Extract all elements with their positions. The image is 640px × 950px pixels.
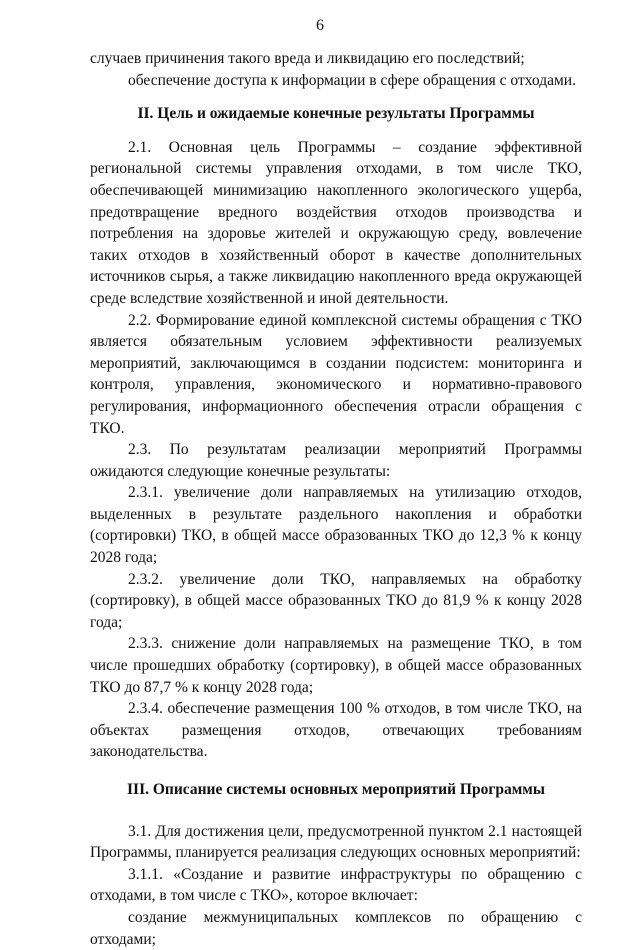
- section-heading-3: III. Описание системы основных мероприятий Программы: [127, 781, 545, 798]
- paragraph-2-3-1: 2.3.1. увеличение доли направляемых на утилизацию отходов, выделенных в результате раздельного накопления и обработки (сортировки) ТКО, в общей массе образованных ТКО до 12,3 % к концу 2028 года;: [90, 484, 582, 567]
- paragraph-2-2: 2.2. Формирование единой комплексной системы обращения с ТКО является обязательным условием эффективности реализуемых мероприятий, заключающимся в создании подсистем: мониторинга и контроля, управления, экономического и нормативно-правового регулирования, информационного обеспечения отрасли обращения с ТКО.: [90, 311, 582, 437]
- paragraph-information-access: обеспечение доступа к информации в сфере обращения с отходами.: [128, 71, 576, 89]
- paragraph-2-3-2: 2.3.2. увеличение доли ТКО, направляемых на обработку (сортировку), в общей массе образованных ТКО до 81,9 % к концу 2028 года;: [90, 570, 582, 631]
- paragraph-last: создание межмуниципальных комплексов по обращению с отходами;: [90, 908, 582, 948]
- paragraph-3-1: 3.1. Для достижения цели, предусмотренной пунктом 2.1 настоящей Программы, планируется реализация следующих основных мероприятий:: [90, 822, 582, 862]
- page-number: 6: [316, 17, 324, 34]
- paragraph-continuation: случаев причинения такого вреда и ликвидацию его последствий;: [90, 50, 525, 67]
- paragraph-2-3-4: 2.3.4. обеспечение размещения 100 % отходов, в том числе ТКО, на объектах размещения отходов, отвечающих требованиям законодательства.: [90, 700, 582, 761]
- paragraph-2-1: 2.1. Основная цель Программы – создание эффективной региональной системы управления отходами, в том числе ТКО, обеспечивающей минимизацию накопленного экологического ущерба, предотвращение вредного воздействия отходов производства и потребления на здоровье жителей и окружающую среду, вовлечение таких отходов в хозяйственный оборот в качестве дополнительных источников сырья, а также ликвидацию накопленного вреда окружающей среде вследствие хозяйственной и иной деятельности.: [90, 138, 582, 307]
- paragraph-2-3: 2.3. По результатам реализации мероприятий Программы ожидаются следующие конечные результаты:: [90, 441, 582, 480]
- paragraph-3-1-1: 3.1.1. «Создание и развитие инфраструктуры по обращению с отходами, в том числе с ТКО», которое включает:: [90, 865, 582, 905]
- paragraph-2-3-3: 2.3.3. снижение доли направляемых на размещение ТКО, в том числе прошедших обработку (сортировку), в общей массе образованных ТКО до 87,7 % к концу 2028 года;: [90, 635, 582, 696]
- document-body: [90, 48, 582, 950]
- section-heading-2: II. Цель и ожидаемые конечные результаты Программы: [137, 105, 535, 123]
